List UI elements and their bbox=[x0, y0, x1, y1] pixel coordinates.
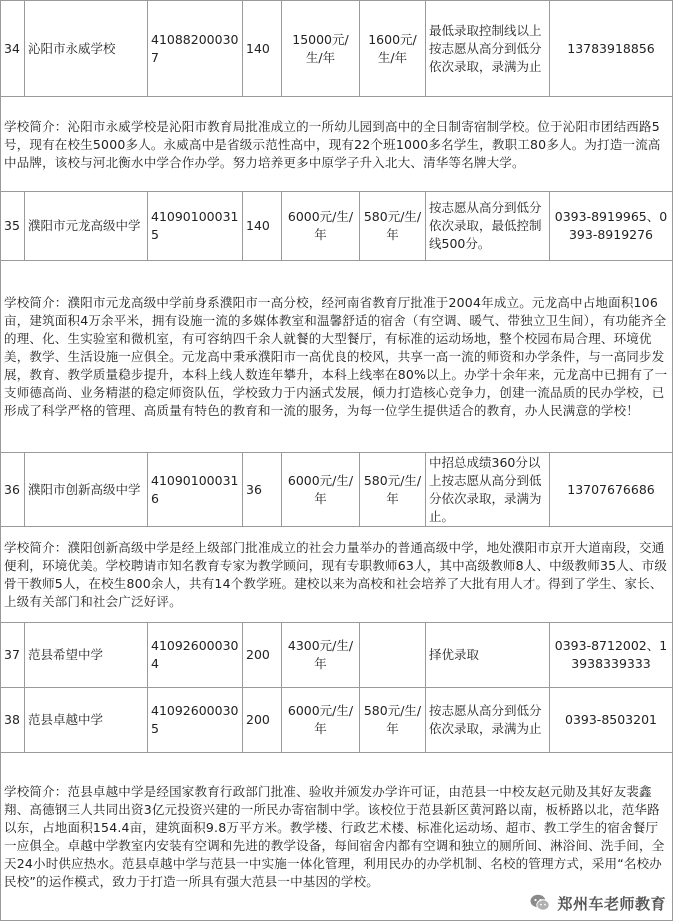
boarding-fee: 580元/生/年 bbox=[360, 453, 426, 527]
row-number: 37 bbox=[1, 623, 25, 688]
school-code: 410882000307 bbox=[148, 1, 243, 97]
contact-phone: 13707676686 bbox=[550, 453, 673, 527]
school-code: 410901000316 bbox=[148, 453, 243, 527]
table-row bbox=[1, 192, 673, 261]
school-intro: 学校简介：濮阳创新高级中学是经上级部门批准成立的社会力量举办的普通高级中学，地处濮阳市京开大道南段，交通便利，环境优美。学校聘请市知名教育专家为教学顾问，现有专职教师63人，其中高级教师8人、中级教师35人、市级骨干教师5人，在校生800余人，共有14个教学班。建校以来为高校和社会培养了大批有用人才。得到了学生、家长、上级有关部门和社会广泛好评。 bbox=[4, 540, 668, 609]
school-code: 410901000315 bbox=[148, 192, 243, 261]
enrollment-plan: 36 bbox=[243, 453, 282, 527]
school-code: 410926000305 bbox=[148, 688, 243, 753]
contact-phone: 0393-8919965、0393-8919276 bbox=[550, 192, 673, 261]
school-name: 范县卓越中学 bbox=[25, 688, 148, 753]
admission-condition: 中招总成绩360分以上按志愿从高分到低分依次录取，录满为止。 bbox=[426, 453, 550, 527]
boarding-fee: 580元/生/年 bbox=[360, 192, 426, 261]
tuition-fee: 6000元/生/年 bbox=[282, 192, 360, 261]
admission-condition: 最低录取控制线以上按志愿从高分到低分依次录取，录满为止 bbox=[426, 1, 550, 97]
row-number: 38 bbox=[1, 688, 25, 753]
enrollment-plan: 140 bbox=[243, 192, 282, 261]
table-row bbox=[1, 688, 673, 753]
school-intro: 学校简介：沁阳市永威学校是沁阳市教育局批准成立的一所幼儿园到高中的全日制寄宿制学校。位于沁阳市团结西路5号，现有在校生5000多人。永威高中是省级示范性高中，现有22个班1000多名学生，教职工80多人。为打造一流高中品牌，该校与河北衡水中学合作办学。努力培养更多中原学子升入北大、清华等名牌大学。 bbox=[4, 118, 661, 170]
table-row bbox=[1, 453, 673, 527]
wechat-icon bbox=[529, 892, 551, 914]
admission-condition: 按志愿从高分到低分依次录取，录满为止 bbox=[426, 688, 550, 753]
watermark-text: 郑州车老师教育 bbox=[557, 894, 666, 913]
school-name: 濮阳市元龙高级中学 bbox=[25, 192, 148, 261]
tuition-fee: 4300元/生/年 bbox=[282, 623, 360, 688]
admission-condition: 按志愿从高分到低分依次录取，最低控制线500分。 bbox=[426, 192, 550, 261]
admission-condition: 择优录取 bbox=[426, 623, 550, 688]
row-number: 34 bbox=[1, 1, 25, 97]
row-number: 35 bbox=[1, 192, 25, 261]
tuition-fee: 15000元/生/年 bbox=[282, 1, 360, 97]
row-number: 36 bbox=[1, 453, 25, 527]
tuition-fee: 6000元/生/年 bbox=[282, 453, 360, 527]
school-name: 沁阳市永威学校 bbox=[25, 1, 148, 97]
watermark bbox=[525, 890, 672, 916]
school-name: 范县希望中学 bbox=[25, 623, 148, 688]
contact-phone: 0393-8503201 bbox=[550, 688, 673, 753]
enrollment-plan: 200 bbox=[243, 623, 282, 688]
contact-phone: 13783918856 bbox=[550, 1, 673, 97]
table-row bbox=[1, 1, 673, 97]
intro-row bbox=[1, 261, 673, 453]
boarding-fee bbox=[360, 623, 426, 688]
boarding-fee: 1600元/生/年 bbox=[360, 1, 426, 97]
intro-row bbox=[1, 97, 673, 192]
school-intro: 学校简介：濮阳市元龙高级中学前身系濮阳市一高分校，经河南省教育厅批准于2004年成立。元龙高中占地面积106亩，建筑面积4万余平米，拥有设施一流的多媒体教室和温馨舒适的宿舍（有空调、暖气、带独立卫生间），有功能齐全的理、化、生实验室和微机室，有可容纳四千余人就餐的大型餐厅，有标准的运动场地，整个校园布局合理、环境优美，教学、生活设施一应俱全。元龙高中秉承濮阳市一高优良的校风，共享一高一流的师资和办学条件，与一高同步发展，教育、教学质量稳步提升，本科上线人数连年攀升，本科上线率在80%以上。办学十余年来，元龙高中已拥有了一支师德高尚、业务精湛的稳定师资队伍，学校致力于内涵式发展，倾力打造核心竞争力，创建一流品质的民办学校，已形成了科学严格的管理、高质量有特色的教育和一流的服务，为每一位学生提供适合的教育，办人民满意的学校！ bbox=[4, 295, 668, 418]
school-name: 濮阳市创新高级中学 bbox=[25, 453, 148, 527]
school-code: 410926000304 bbox=[148, 623, 243, 688]
boarding-fee: 580元/生/年 bbox=[360, 688, 426, 753]
intro-row bbox=[1, 527, 673, 623]
enrollment-plan: 140 bbox=[243, 1, 282, 97]
tuition-fee: 6000元/生/年 bbox=[282, 688, 360, 753]
contact-phone: 0393-8712002、13938339333 bbox=[550, 623, 673, 688]
enrollment-plan: 200 bbox=[243, 688, 282, 753]
school-intro: 学校简介：范县卓越中学是经国家教育行政部门批准、验收并颁发办学许可证，由范县一中校友赵元勋及其好友裴鑫翔、高德钢三人共同出资3亿元投资兴建的一所民办寄宿制中学。该校位于范县新区黄河路以南，板桥路以北，范华路以东，占地面积154.4亩，建筑面积9.8万平方米。教学楼、行政艺术楼、标准化运动场、超市、教工学生的宿舍餐厅一应俱全。卓越中学教室内安装有空调和先进的教学设备，每间宿舍内都有空调和独立的厕所间、淋浴间、洗手间，全天24小时供应热水。范县卓越中学与范县一中实施一体化管理，利用民办的办学机制、名校的管理方式，采用“名校办民校”的运作模式，致力于打造一所具有强大范县一中基因的学校。 bbox=[4, 784, 665, 889]
table-row bbox=[1, 623, 673, 688]
